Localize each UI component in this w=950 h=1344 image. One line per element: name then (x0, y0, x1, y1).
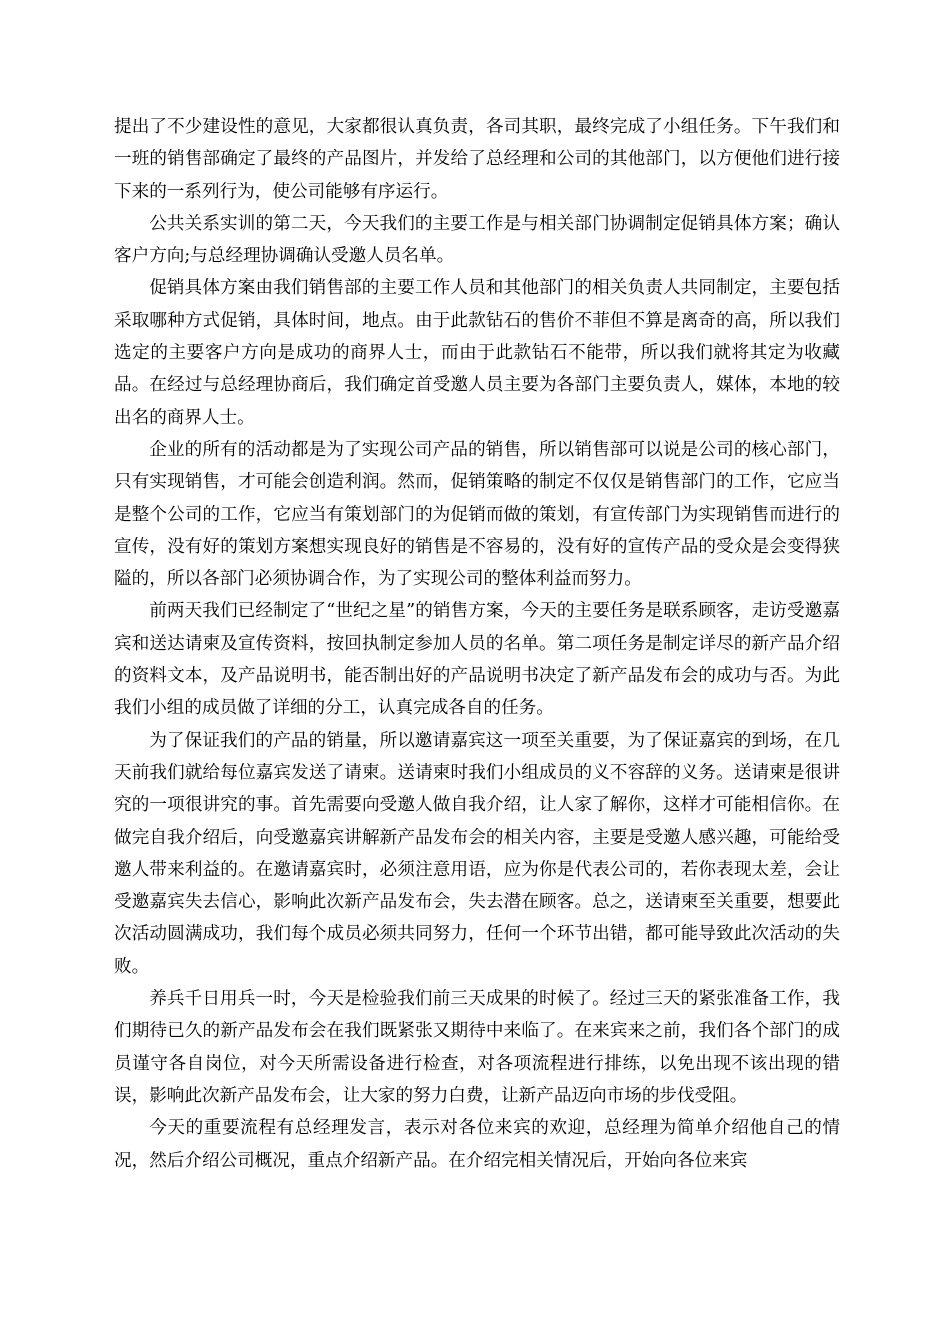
paragraph-2: 公共关系实训的第二天，今天我们的主要工作是与相关部门协调制定促销具体方案；确认客户方向;与总经理协调确认受邀人员名单。 (114, 213, 840, 267)
document-body (114, 111, 840, 1177)
paragraph-1: 提出了不少建设性的意见，大家都很认真负责，各司其职，最终完成了小组任务。下午我们和一班的销售部确定了最终的产品图片，并发给了总经理和公司的其他部门，以方便他们进行接下来的一系列行为，使公司能够有序运行。 (114, 117, 840, 202)
paragraph-6: 为了保证我们的产品的销量，所以邀请嘉宾这一项至关重要，为了保证嘉宾的到场，在几天前我们就给每位嘉宾发送了请柬。送请柬时我们小组成员的义不容辞的义务。送请柬是很讲究的一项很讲究的事。首先需要向受邀人做自我介绍，让人家了解你，这样才可能相信你。在做完自我介绍后，向受邀嘉宾讲解新产品发布会的相关内容，主要是受邀人感兴趣，可能给受邀人带来利益的。在邀请嘉宾时，必须注意用语，应为你是代表公司的，若你表现太差，会让受邀嘉宾失去信心，影响此次新产品发布会，失去潜在顾客。总之，送请柬至关重要，想要此次活动圆满成功，我们每个成员必须共同努力，任何一个环节出错，都可能导致此次活动的失败。 (114, 730, 840, 977)
paragraph-8: 今天的重要流程有总经理发言，表示对各位来宾的欢迎，总经理为简单介绍他自己的情况，然后介绍公司概况，重点介绍新产品。在介绍完相关情况后，开始向各位来宾 (114, 1118, 840, 1171)
paragraph-5: 前两天我们已经制定了“世纪之星”的销售方案，今天的主要任务是联系顾客，走访受邀嘉宾和送达请柬及宣传资料，按回执制定参加人员的名单。第二项任务是制定详尽的新产品介绍的资料文本，及产品说明书，能否制出好的产品说明书决定了新产品发布会的成功与否。为此我们小组的成员做了详细的分工，认真完成各自的任务。 (114, 601, 840, 719)
paragraph-3: 促销具体方案由我们销售部的主要工作人员和其他部门的相关负责人共同制定，主要包括采取哪种方式促销，具体时间，地点。由于此款钻石的售价不菲但不算是离奇的高，所以我们选定的主要客户方向是成功的商界人士，而由于此款钻石不能带，所以我们就将其定为收藏品。在经过与总经理协商后，我们确定首受邀人员主要为各部门主要负责人，媒体，本地的较出名的商界人士。 (114, 278, 840, 428)
paragraph-4: 企业的所有的活动都是为了实现公司产品的销售，所以销售部可以说是公司的核心部门，只有实现销售，才可能会创造利润。然而，促销策略的制定不仅仅是销售部门的工作，它应当是整个公司的工作，它应当有策划部门的为促销而做的策划，有宣传部门为实现销售而进行的宣传，没有好的策划方案想实现良好的销售是不容易的，没有好的宣传产品的受众是会变得狭隘的，所以各部门必须协调合作，为了实现公司的整体利益而努力。 (114, 439, 840, 590)
paragraph-7: 养兵千日用兵一时，今天是检验我们前三天成果的时候了。经过三天的紧张准备工作，我们期待已久的新产品发布会在我们既紧张又期待中来临了。在来宾来之前，我们各个部门的成员谨守各自岗位，对今天所需设备进行检查，对各项流程进行排练，以免出现不该出现的错误，影响此次新产品发布会，让大家的努力白费，让新产品迈向市场的步伐受阻。 (114, 989, 840, 1106)
